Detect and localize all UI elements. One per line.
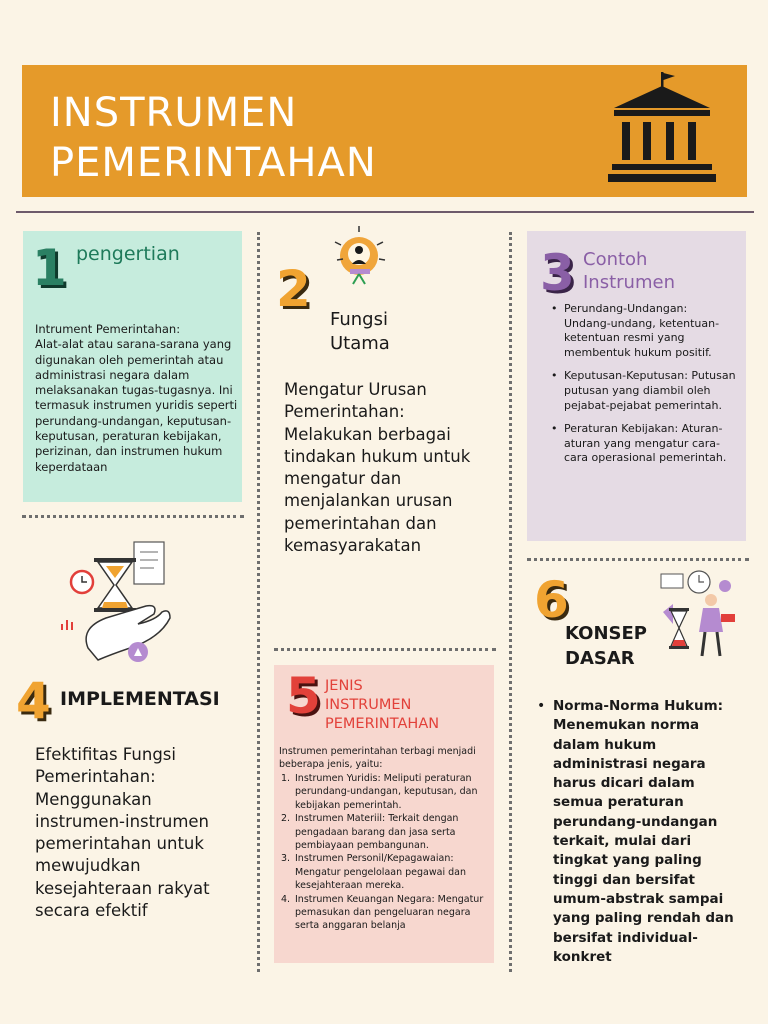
list-item: 1. Instrumen Yuridis: Meliputi peraturan perundang-undangan, keputusan, dan kebijakan pemerintah. <box>281 773 478 811</box>
row-divider-middle <box>274 648 496 651</box>
section-3-number: 3 <box>540 244 575 302</box>
column-divider-right <box>509 232 512 972</box>
section-6-title: KONSEP DASAR <box>565 623 647 669</box>
column-divider-left <box>257 232 260 972</box>
section-2-number: 2 <box>276 260 311 318</box>
section-2-title: Fungsi Utama <box>330 309 390 354</box>
row-divider-left <box>22 515 244 518</box>
list-item: 4. Instrumen Keuangan Negara: Mengatur pemasukan dan pengeluaran negara serta anggaran belanja <box>281 893 484 932</box>
person-thinking-icon <box>655 568 741 664</box>
lightbulb-person-icon <box>325 224 397 294</box>
list-item: • Peraturan Kebijakan: Aturan-aturan yang mengatur cara-cara operasional pemerintah. <box>551 422 736 466</box>
section-6-body: Norma-Norma Hukum: Menemukan norma dalam hukum administrasi negara harus dicari dalam semua peraturan perundang-undangan terkait, mulai dari tingkat yang paling tinggi dan bersifat umum-abstrak sampai yang paling rendah dan bersifat individual-konkret <box>553 698 734 965</box>
list-item: • Keputusan-Keputusan: Putusan putusan yang diambil oleh pejabat-pejabat pemerintah. <box>551 369 736 413</box>
header-divider <box>16 211 754 213</box>
section-4-body: Efektifitas Fungsi Pemerintahan: Menggunakan instrumen-instrumen pemerintahan untuk mewujudkan kesejahteraan rakyat secara efektif <box>35 745 210 921</box>
government-building-icon <box>606 70 718 192</box>
section-1-number: 1 <box>32 239 67 297</box>
section-5-number: 5 <box>286 667 321 725</box>
page-title: INSTRUMEN PEMERINTAHAN <box>50 90 377 186</box>
section-3-list <box>551 302 736 475</box>
section-5-list <box>279 772 491 933</box>
section-1-body: Intrument Pemerintahan: Alat-alat atau sarana-sarana yang digunakan oleh pemerintah atau administrasi negara dalam melaksanakan tugas-tugasnya. Ini termasuk instrumen yuridis seperti perundang-undangan, keputusan-keputusan, peraturan kebijakan, perizinan, dan instrumen hukum keperdataan <box>35 322 238 474</box>
section-2-body: Mengatur Urusan Pemerintahan: Melakukan berbagai tindakan hukum untuk mengatur dan menjalankan urusan pemerintahan dan kemasyarakatan <box>284 380 471 556</box>
row-divider-right <box>527 558 749 561</box>
section-6-number: 6 <box>534 571 569 629</box>
section-4-number: 4 <box>16 672 51 730</box>
section-3-title: Contoh Instrumen <box>583 249 675 293</box>
section-5-title: JENIS INSTRUMEN PEMERINTAHAN <box>325 678 440 732</box>
hourglass-hand-icon <box>58 536 178 672</box>
section-5-intro: Instrumen pemerintahan terbagi menjadi beberapa jenis, yaitu: <box>279 746 476 771</box>
list-item: 3. Instrumen Personil/Kepagawaian: Mengatur pengelolaan pegawai dan kesejahteraan mereka. <box>281 853 466 892</box>
section-4-title: IMPLEMENTASI <box>60 688 220 710</box>
section-6-bullet: • <box>537 698 546 714</box>
list-item: • Perundang-Undangan: Undang-undang, ketentuan-ketentuan resmi yang membentuk hukum positif. <box>551 302 736 360</box>
list-item: 2. Instrumen Materiil: Terkait dengan pengadaan barang dan jasa serta pembiayaan pembangunan. <box>281 813 459 852</box>
section-1-title: pengertian <box>76 243 180 265</box>
